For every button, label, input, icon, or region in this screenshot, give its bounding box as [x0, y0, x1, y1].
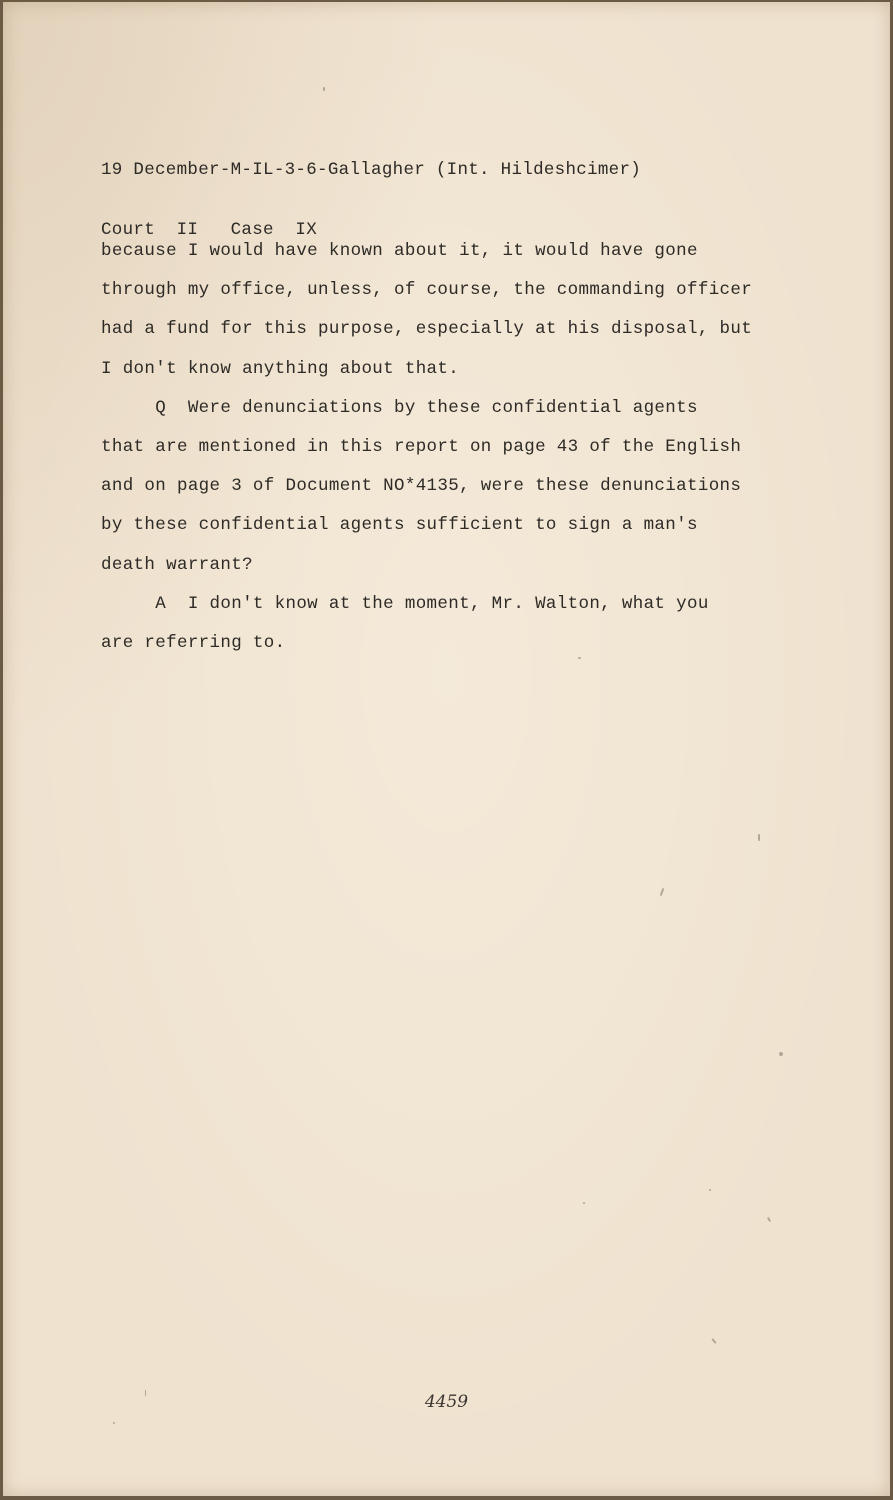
paper-speck	[709, 1189, 711, 1191]
body-line: by these confidential agents sufficient to sign a man's	[101, 515, 698, 536]
body-line: through my office, unless, of course, the commanding officer	[101, 280, 753, 301]
document-page	[3, 2, 890, 1496]
body-line: I don't know anything about that.	[101, 358, 460, 379]
question-line: Q Were denunciations by these confidential agents	[101, 397, 698, 418]
paper-speck	[323, 87, 325, 91]
paper-speck	[711, 1338, 716, 1344]
page-number: 4459	[424, 1392, 469, 1412]
answer-line: A I don't know at the moment, Mr. Walton, what you	[101, 593, 709, 614]
body-line: and on page 3 of Document NO*4135, were these denunciations	[101, 476, 742, 497]
paper-speck	[583, 1202, 585, 1204]
body-line: death warrant?	[101, 554, 253, 575]
body-line: because I would have known about it, it would have gone	[101, 241, 698, 261]
paper-speck	[779, 1052, 783, 1056]
body-line: are referring to.	[101, 633, 286, 654]
paper-speck	[113, 1422, 115, 1424]
paper-speck	[145, 1390, 146, 1396]
body-line: that are mentioned in this report on page 43 of the English	[101, 437, 742, 458]
header-session-line: 19 December-M-IL-3-6-Gallagher (Int. Hildeshcimer)	[101, 160, 642, 180]
transcript-body	[101, 232, 801, 663]
paper-speck	[758, 834, 760, 841]
paper-speck	[660, 888, 665, 896]
body-line: had a fund for this purpose, especially at his disposal, but	[101, 319, 753, 340]
header-court-case-line: Court II Case IX	[101, 220, 318, 240]
paper-speck	[578, 657, 581, 659]
paper-speck	[767, 1217, 771, 1222]
